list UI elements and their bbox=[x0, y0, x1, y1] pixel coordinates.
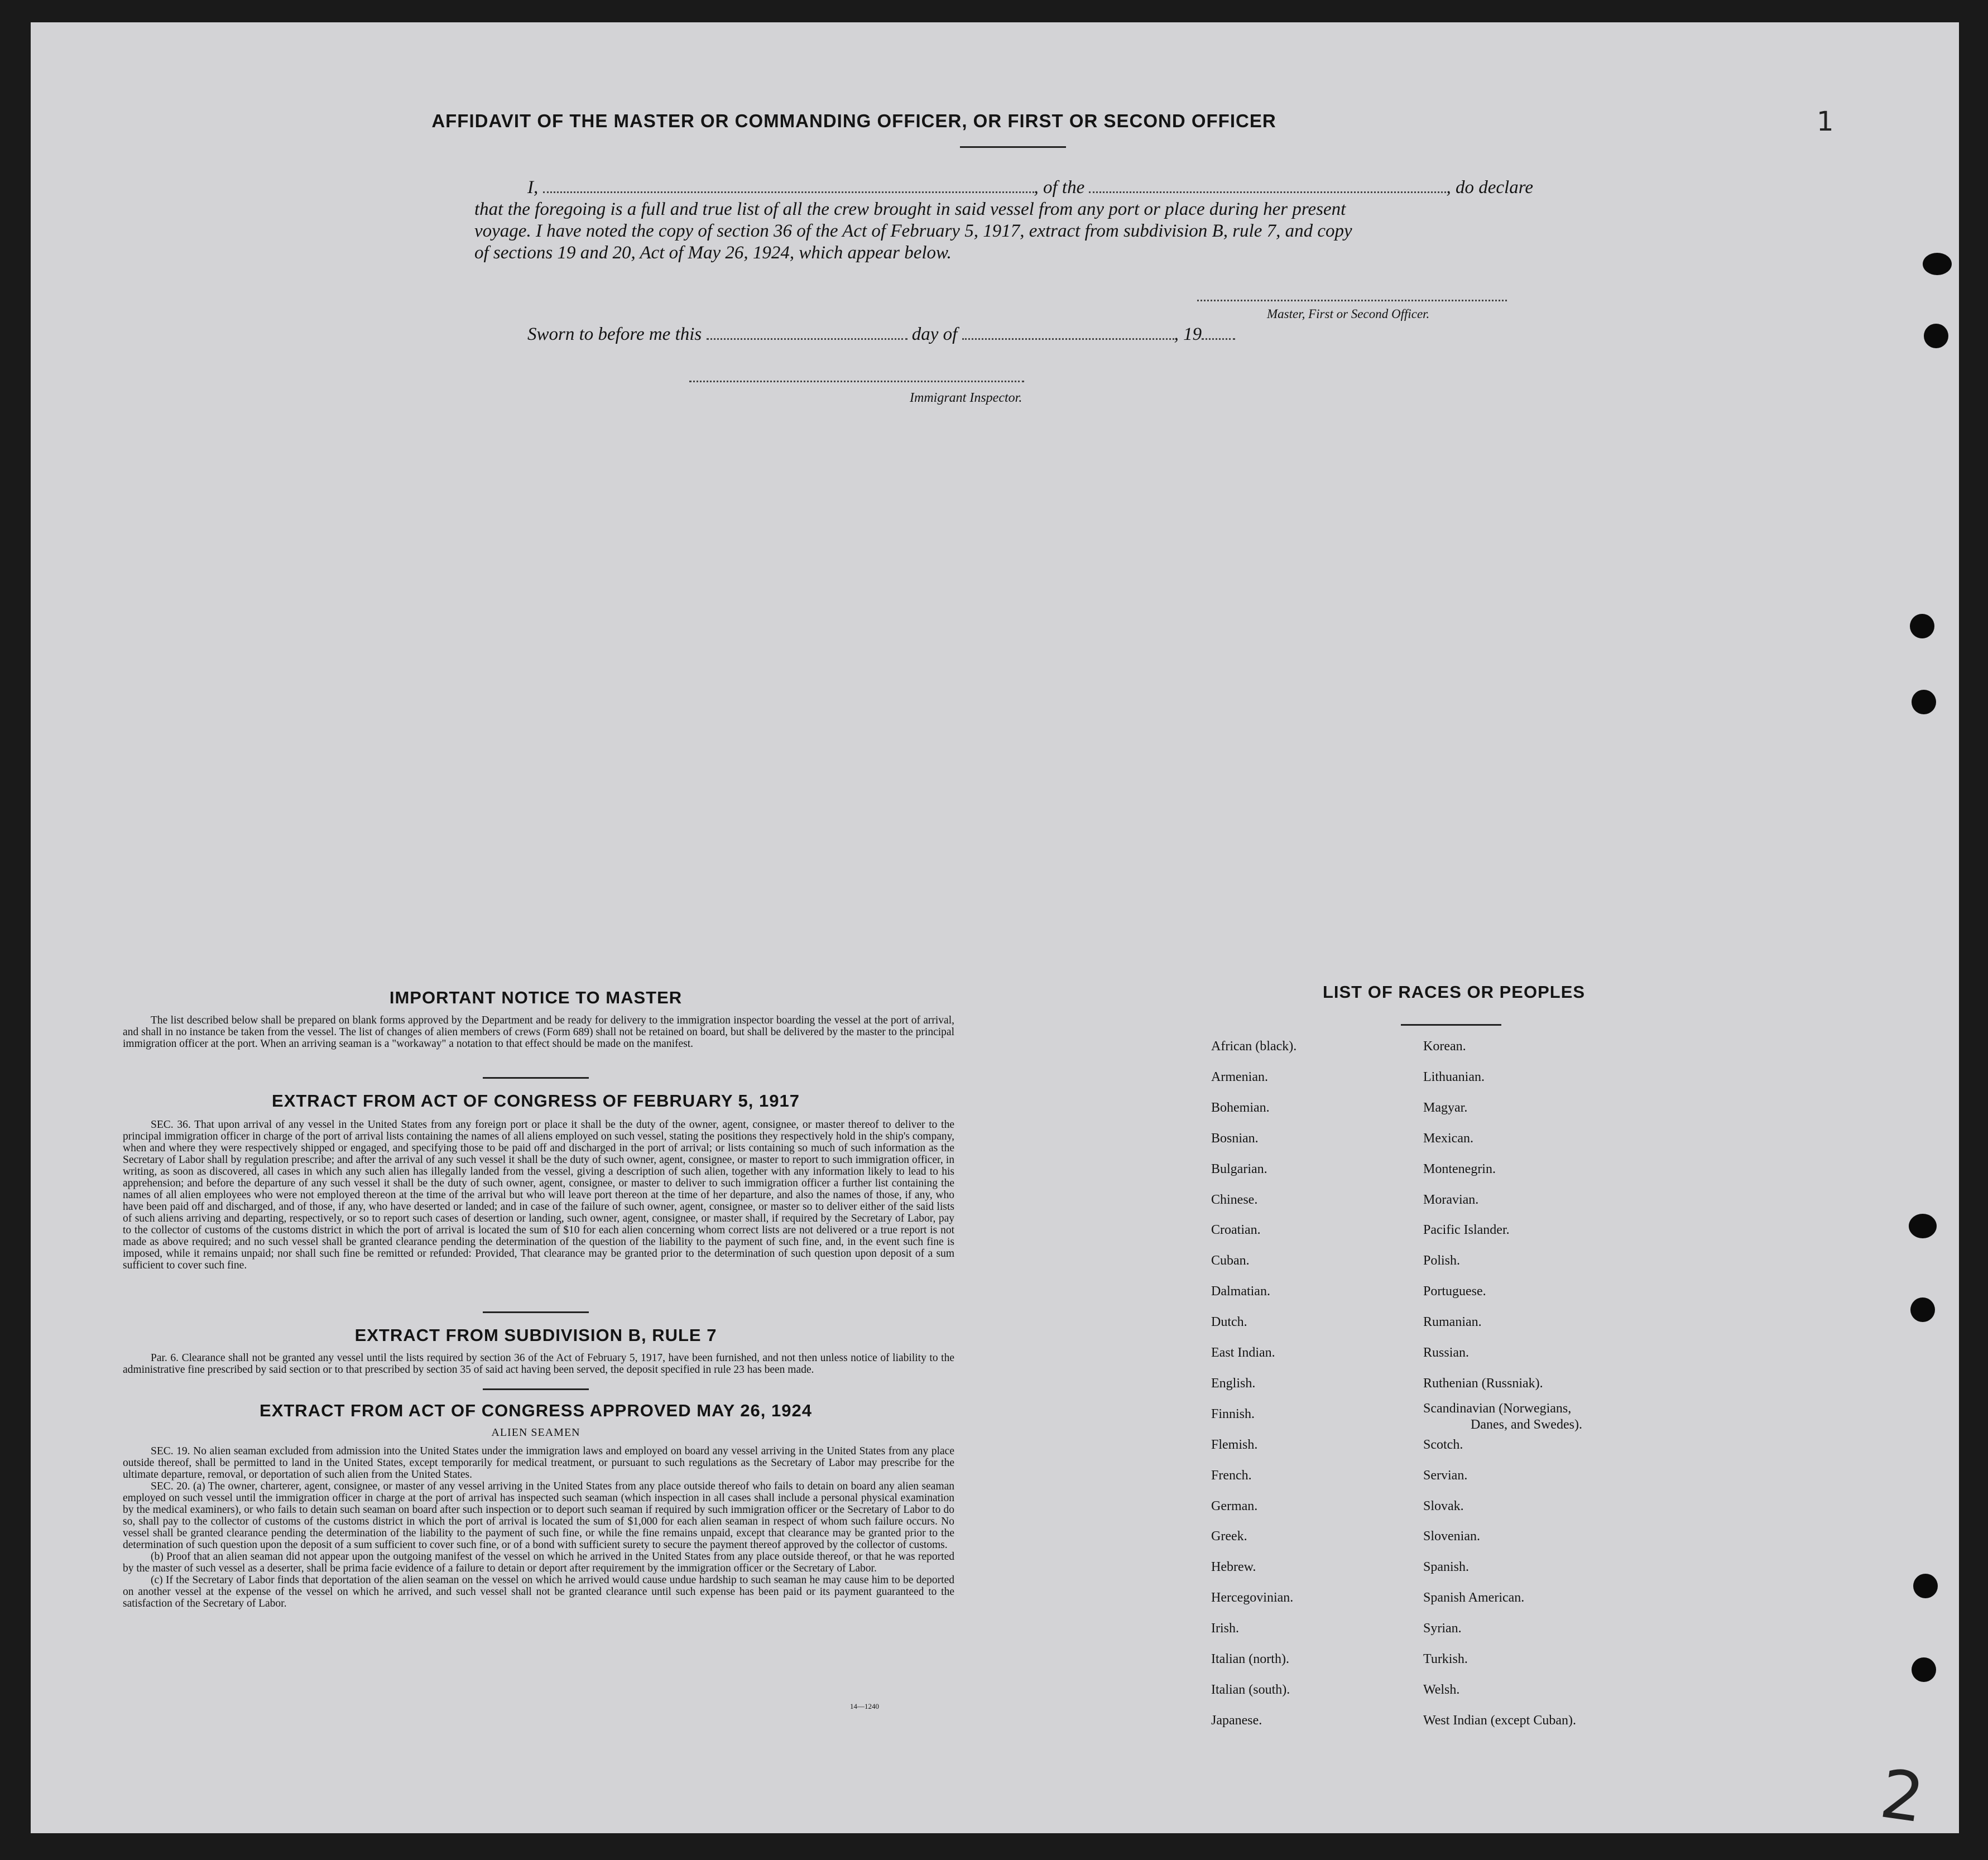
sworn-line bbox=[527, 324, 1235, 345]
affidavit-i-label: I, bbox=[527, 177, 539, 198]
sec-20b: (b) Proof that an alien seaman did not appear upon the outgoing manifest of the vessel on which he arrived in the United States from any place outside thereof, or that he was reported by the master of such vessel as a deserter, shall be prima facie evidence of a failure to detain or deport after requirement by the immigration officer or the Secretary of Labor. bbox=[123, 1551, 954, 1574]
race-item: East Indian. bbox=[1211, 1345, 1275, 1360]
race-item: West Indian (except Cuban). bbox=[1423, 1713, 1576, 1728]
race-item: Bulgarian. bbox=[1211, 1162, 1267, 1176]
race-item: English. bbox=[1211, 1376, 1256, 1391]
race-item-scandinavian-cont: Danes, and Swedes). bbox=[1471, 1417, 1582, 1432]
inspector-signature-line[interactable] bbox=[689, 381, 1024, 382]
race-item: African (black). bbox=[1211, 1039, 1297, 1054]
master-signature-line[interactable] bbox=[1197, 300, 1507, 301]
sworn-day-of: day of bbox=[911, 324, 958, 344]
race-item: Korean. bbox=[1423, 1039, 1466, 1054]
affidavit-line-1 bbox=[527, 177, 1533, 198]
race-item: Scotch. bbox=[1423, 1438, 1463, 1452]
race-item: Spanish. bbox=[1423, 1560, 1470, 1574]
race-item: Greek. bbox=[1211, 1529, 1247, 1544]
race-item: Turkish. bbox=[1423, 1652, 1468, 1666]
race-item: Portuguese. bbox=[1423, 1284, 1486, 1299]
race-item: Mexican. bbox=[1423, 1131, 1473, 1146]
binder-hole bbox=[1912, 1657, 1936, 1682]
sec-20a: SEC. 20. (a) The owner, charterer, agent, consignee, or master of any vessel arriving in the United States from any place outside thereof who fails to detain on board any alien seaman employed on such vessel until the immigration officer in charge at the port of arrival has inspected such seaman (which inspection in all cases shall include a personal physical examination by the medical examiners), or who fails to detain such seaman on board after such inspection or to deport such seaman if required by such immigration officer or the Secretary of Labor to do so, shall pay to the collector of customs of the customs district in which the port of arrival is located the sum of $1,000 for each alien seaman in respect of whom such failure occurs. No vessel shall be granted clearance pending the determination of the liability to the payment of such fine, or while the fine remains unpaid, except that clearance may be granted prior to the determination of such question upon the deposit of a sum sufficient to cover such fine, or of a bond with sufficient surety to secure the payment thereof approved by the collector of customs. bbox=[123, 1481, 954, 1551]
extract-1917-body: SEC. 36. That upon arrival of any vessel in the United States from any foreign port or place it shall be the duty of the owner, agent, consignee, or master thereof to deliver to the principal immigration officer in charge of the port of arrival lists containing the names of all aliens employed on such vessel, stating the positions they respectively hold in the ship's company, when and where they were respectively shipped or engaged, and specifying those to be paid off and discharged in the port of arrival; or lists containing so much of such information as the Secretary of Labor shall by regulation prescribe; and after the arrival of any such vessel it shall be the duty of such owner, agent, consignee, or master to report to such immigration officer, in writing, as soon as discovered, all cases in which any such alien has illegally landed from the vessel, giving a description of such alien, together with any information likely to lead to his apprehension; and before the departure of any such vessel it shall be the duty of such owner, agent, consignee, or master to deliver to such immigration officer a further list containing the names of all alien employees who were not employed thereon at the time of the arrival but who will leave port thereon at the time of her departure, and also the names of those, if any, who have been paid off and discharged, and of those, if any, who have deserted or landed; and in case of the failure of such owner, agent, consignee, or master so to deliver either of the said lists of such aliens arriving and departing, respectively, or so to report such cases of desertion or landing, such owner, agent, consignee, or master shall, if required by the Secretary of Labor, pay to the collector of customs of the customs district in which the port of arrival is located the sum of $10 for each alien concerning whom correct lists are not delivered or a true report is not made as above required; and no such vessel shall be granted clearance pending the determination of the question of the liability to the payment of such fine, and, in the event such fine is imposed, while it remains unpaid; nor shall such fine be remitted or refunded: Provided, That clearance may be granted prior to the determination of such question upon deposit of a sum sufficient to cover such fine. bbox=[123, 1119, 954, 1271]
master-signature-label: Master, First or Second Officer. bbox=[1267, 307, 1430, 321]
extract-1924-body bbox=[123, 1445, 954, 1609]
sworn-year-blank[interactable] bbox=[1202, 338, 1235, 340]
affidavit-line-4: of sections 19 and 20, Act of May 26, 1924, which appear below. bbox=[474, 243, 952, 263]
race-item: Lithuanian. bbox=[1423, 1070, 1485, 1084]
race-item: Bosnian. bbox=[1211, 1131, 1259, 1146]
race-item: Irish. bbox=[1211, 1621, 1239, 1636]
vessel-name-blank[interactable] bbox=[1089, 191, 1446, 193]
race-item: Scandinavian (Norwegians, bbox=[1423, 1401, 1572, 1416]
race-item: Slovenian. bbox=[1423, 1529, 1480, 1544]
extract-rule7-title: EXTRACT FROM SUBDIVISION B, RULE 7 bbox=[354, 1325, 717, 1345]
binder-hole bbox=[1910, 614, 1934, 638]
handwritten-page-mark-top: 1 bbox=[1817, 106, 1834, 137]
race-item: Cuban. bbox=[1211, 1253, 1250, 1268]
handwritten-page-mark-bottom: 2 bbox=[1875, 1755, 1929, 1838]
race-item: Finnish. bbox=[1211, 1407, 1255, 1421]
race-item: Moravian. bbox=[1423, 1193, 1479, 1207]
affidavit-line-3: voyage. I have noted the copy of section 36 of the Act of February 5, 1917, extract from subdivision B, rule 7, and copy bbox=[474, 221, 1352, 241]
sworn-month-blank[interactable] bbox=[962, 338, 1174, 340]
races-title-rule bbox=[1401, 1024, 1501, 1026]
race-item: German. bbox=[1211, 1499, 1258, 1513]
inspector-signature-label: Immigrant Inspector. bbox=[910, 391, 1022, 405]
race-item: Magyar. bbox=[1423, 1100, 1468, 1115]
alien-seamen-subtitle: ALIEN SEAMEN bbox=[491, 1426, 580, 1439]
affidavit-line-2: that the foregoing is a full and true list of all the crew brought in said vessel from any port or place during her present bbox=[474, 199, 1346, 219]
affidavit-title: AFFIDAVIT OF THE MASTER OR COMMANDING OFFICER, OR FIRST OR SECOND OFFICER bbox=[431, 110, 1276, 131]
sec-19: SEC. 19. No alien seaman excluded from admission into the United States under the immigration laws and employed on board any vessel arriving in the United States from any place outside thereof, shall be permitted to land in the United States, except temporarily for medical treatment, or pursuant to such regulations as the Secretary of Labor may prescribe for the ultimate departure, removal, or deportation of such alien from the United States. bbox=[123, 1445, 954, 1481]
race-item: Spanish American. bbox=[1423, 1590, 1525, 1605]
race-item: Welsh. bbox=[1423, 1683, 1460, 1697]
race-item: Servian. bbox=[1423, 1468, 1468, 1483]
race-item: Russian. bbox=[1423, 1345, 1470, 1360]
sec-20c: (c) If the Secretary of Labor finds that deportation of the alien seaman on the vessel on which he arrived would cause undue hardship to such seaman he may cause him to be deported on another vessel at the expense of the vessel on which he arrived, and such vessel shall not be granted clearance until such expense has been paid or its payment guaranteed to the satisfaction of the Secretary of Labor. bbox=[123, 1574, 954, 1609]
notice-title: IMPORTANT NOTICE TO MASTER bbox=[389, 988, 683, 1007]
race-item: Chinese. bbox=[1211, 1193, 1258, 1207]
race-item: Flemish. bbox=[1211, 1438, 1258, 1452]
race-item: Dalmatian. bbox=[1211, 1284, 1270, 1299]
extract-1924-title: EXTRACT FROM ACT OF CONGRESS APPROVED MAY 26, 1924 bbox=[260, 1401, 812, 1420]
race-item: Ruthenian (Russniak). bbox=[1423, 1376, 1543, 1391]
binder-hole bbox=[1924, 324, 1948, 348]
race-item: Pacific Islander. bbox=[1423, 1223, 1510, 1237]
affidavit-of-the-label: , of the bbox=[1034, 177, 1085, 198]
master-name-blank[interactable] bbox=[543, 191, 1034, 193]
race-item: Montenegrin. bbox=[1423, 1162, 1496, 1176]
binder-hole bbox=[1923, 253, 1952, 275]
form-number: 14—1240 bbox=[850, 1702, 879, 1710]
race-item: Dutch. bbox=[1211, 1315, 1247, 1329]
section-rule-3 bbox=[483, 1388, 589, 1390]
race-item: Syrian. bbox=[1423, 1621, 1462, 1636]
race-item: Hebrew. bbox=[1211, 1560, 1256, 1574]
race-item: Italian (south). bbox=[1211, 1683, 1290, 1697]
binder-hole bbox=[1912, 690, 1936, 714]
race-item: Hercegovinian. bbox=[1211, 1590, 1294, 1605]
notice-body: The list described below shall be prepared on blank forms approved by the Department and be ready for delivery to the immigration inspector boarding the vessel at the port of arrival, and shall in no instance be taken from the vessel. The list of changes of alien members of crews (Form 689) shall not be retained on board, but shall be delivered by the master to the principal immigration officer at the port. When an arriving seaman is a "workaway" a notation to that effect should be made on the manifest. bbox=[123, 1015, 954, 1050]
race-item: Polish. bbox=[1423, 1253, 1461, 1268]
race-item: French. bbox=[1211, 1468, 1252, 1483]
binder-hole bbox=[1913, 1574, 1938, 1598]
sworn-day-blank[interactable] bbox=[707, 338, 907, 340]
race-item: Rumanian. bbox=[1423, 1315, 1482, 1329]
form-sheet bbox=[31, 22, 1959, 1838]
extract-rule7-body: Par. 6. Clearance shall not be granted any vessel until the lists required by section 36 of the Act of February 5, 1917, have been furnished, and not then unless notice of liability to the administrative fine prescribed by said section or to that prescribed by section 35 of said act having been served, the deposit specified in rule 23 has been made. bbox=[123, 1352, 954, 1376]
sworn-prefix: Sworn to before me this bbox=[527, 324, 702, 344]
race-item: Italian (north). bbox=[1211, 1652, 1289, 1666]
extract-1917-title: EXTRACT FROM ACT OF CONGRESS OF FEBRUARY 5, 1917 bbox=[272, 1091, 800, 1111]
binder-hole bbox=[1909, 1214, 1937, 1238]
affidavit-do-declare-label: , do declare bbox=[1446, 177, 1533, 198]
race-item: Slovak. bbox=[1423, 1499, 1464, 1513]
section-rule-1 bbox=[483, 1077, 589, 1079]
sworn-year: , 19 bbox=[1174, 324, 1202, 344]
race-item: Croatian. bbox=[1211, 1223, 1261, 1237]
races-title: LIST OF RACES OR PEOPLES bbox=[1322, 982, 1586, 1002]
race-item: Bohemian. bbox=[1211, 1100, 1270, 1115]
section-rule-2 bbox=[483, 1311, 589, 1313]
race-item: Armenian. bbox=[1211, 1070, 1268, 1084]
title-rule bbox=[960, 146, 1066, 148]
binder-hole bbox=[1910, 1297, 1935, 1322]
race-item: Japanese. bbox=[1211, 1713, 1262, 1728]
